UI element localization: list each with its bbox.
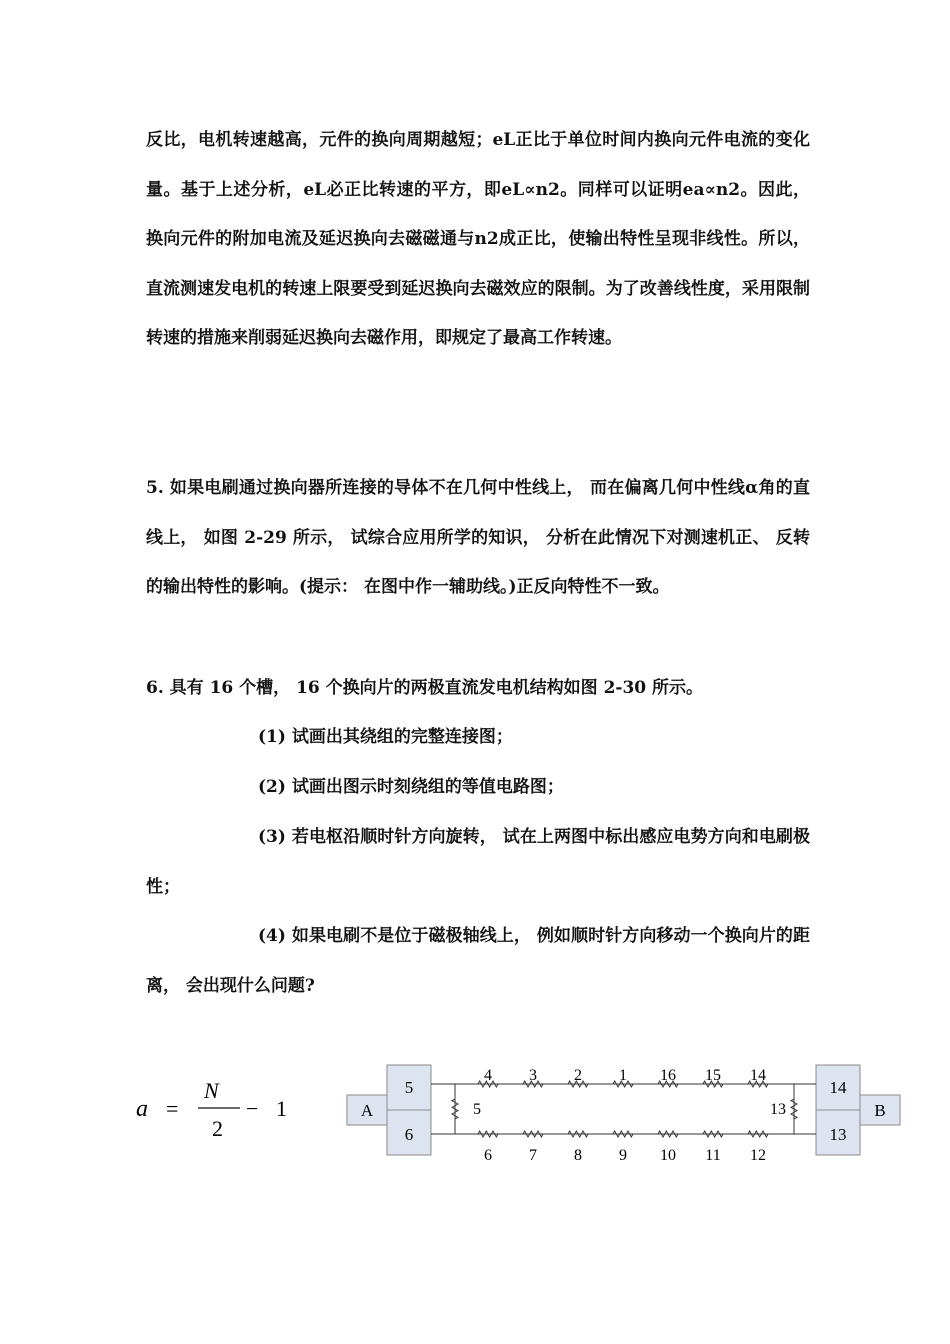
top-resistor-label-7: 14 bbox=[750, 1067, 766, 1084]
resistor-labels bbox=[473, 1067, 786, 1164]
right-vertical-label: 13 bbox=[770, 1101, 786, 1118]
bottom-resistor-4 bbox=[613, 1131, 633, 1137]
top-resistor-label-5: 16 bbox=[660, 1067, 676, 1084]
top-resistor-label-3: 2 bbox=[574, 1067, 582, 1084]
formula-one: 1 bbox=[276, 1096, 287, 1121]
formula bbox=[130, 1068, 310, 1148]
formula-numerator: N bbox=[204, 1078, 219, 1103]
bottom-resistor-1 bbox=[478, 1131, 498, 1137]
top-resistor-label-1: 4 bbox=[484, 1067, 492, 1084]
right-bottom-label: 13 bbox=[829, 1125, 847, 1144]
paragraph-1: 反比，电机转速越高，元件的换向周期越短；eL正比于单位时间内换向元件电流的变化量。基于上述分析，eL必正比转速的平方，即eL∝n2。同样可以证明ea∝n2。因此，换向元件的附加电流及延迟换向去磁磁通与n2成正比，使输出特性呈现非线性。所以，直流测速发电机的转速上限要受到延迟换向去磁效应的限制。为了改善线性度，采用限制转速的措施来削弱延迟换向去磁作用，即规定了最高工作转速。 bbox=[146, 130, 810, 348]
terminal-b-label: B bbox=[874, 1101, 886, 1120]
terminal-a-label: A bbox=[360, 1101, 374, 1120]
sub-question-2: (2) 试画出图示时刻绕组的等值电路图； bbox=[258, 777, 564, 797]
top-resistor-label-2: 3 bbox=[529, 1067, 537, 1084]
bottom-resistor-label-6: 11 bbox=[705, 1147, 721, 1164]
left-bottom-label: 6 bbox=[404, 1125, 414, 1144]
sub-question-4: (4) 如果电刷不是位于磁极轴线上， 例如顺时针方向移动一个换向片的距离， 会出现什么问题? bbox=[146, 926, 810, 996]
circuit-diagram bbox=[340, 1058, 920, 1176]
right-vertical-resistor bbox=[791, 1099, 797, 1119]
bottom-resistor-label-4: 9 bbox=[619, 1147, 627, 1164]
left-vertical-resistor bbox=[452, 1099, 458, 1119]
formula-lhs: a bbox=[136, 1096, 148, 1122]
left-vertical-label: 5 bbox=[473, 1101, 481, 1118]
bottom-resistor-2 bbox=[523, 1131, 543, 1137]
sub-question-3: (3) 若电枢沿顺时针方向旋转， 试在上两图中标出感应电势方向和电刷极性； bbox=[146, 827, 810, 897]
question-5: 5. 如果电刷通过换向器所连接的导体不在几何中性线上， 而在偏离几何中性线α角的直线上， 如图 2-29 所示， 试综合应用所学的知识， 分析在此情况下对测速机正、 反转的输出特性的影响。(提示： 在图中作一辅助线。)正反向特性不一致。 bbox=[146, 478, 810, 597]
bottom-resistor-5 bbox=[658, 1131, 678, 1137]
left-top-label: 5 bbox=[404, 1078, 414, 1097]
bottom-resistor-label-3: 8 bbox=[574, 1147, 582, 1164]
bottom-resistor-label-5: 10 bbox=[660, 1147, 676, 1164]
formula-minus: − bbox=[246, 1096, 259, 1121]
bottom-resistor-3 bbox=[568, 1131, 588, 1137]
formula-denominator: 2 bbox=[212, 1116, 223, 1141]
bottom-resistor-7 bbox=[748, 1131, 768, 1137]
right-top-label: 14 bbox=[829, 1078, 847, 1097]
sub-question-1: (1) 试画出其绕组的完整连接图； bbox=[258, 727, 513, 747]
bottom-resistor-6 bbox=[703, 1131, 723, 1137]
wires bbox=[431, 1081, 816, 1137]
bottom-resistor-label-1: 6 bbox=[484, 1147, 492, 1164]
bottom-resistor-label-7: 12 bbox=[750, 1147, 766, 1164]
top-resistor-label-4: 1 bbox=[619, 1067, 627, 1084]
bottom-resistor-label-2: 7 bbox=[529, 1147, 537, 1164]
question-6: 6. 具有 16 个槽， 16 个换向片的两极直流发电机结构如图 2-30 所示。 bbox=[146, 678, 704, 698]
formula-equals: = bbox=[166, 1096, 179, 1121]
top-resistor-label-6: 15 bbox=[705, 1067, 721, 1084]
